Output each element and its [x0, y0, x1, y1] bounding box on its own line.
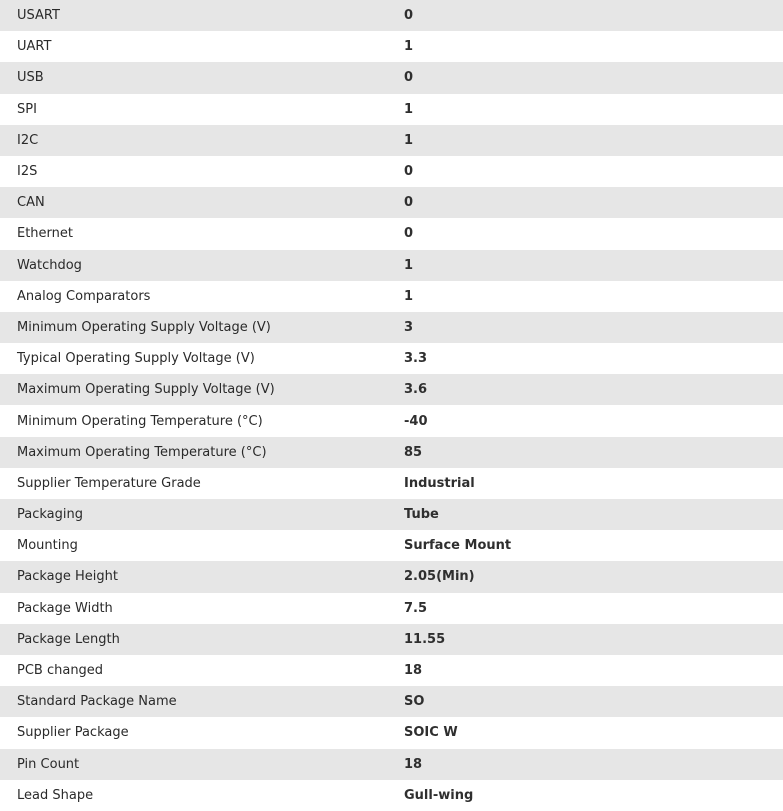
spec-value: 3.3 [404, 351, 428, 367]
spec-value: Surface Mount [404, 538, 512, 554]
spec-label: Minimum Operating Temperature (°C) [17, 413, 263, 429]
spec-value: 3.6 [404, 382, 428, 398]
table-row [0, 250, 783, 281]
table-row [0, 281, 783, 312]
spec-label: Supplier Temperature Grade [17, 475, 201, 491]
table-row [0, 499, 783, 530]
table-row [0, 780, 783, 811]
spec-value: 1 [404, 132, 414, 148]
spec-value: 18 [404, 663, 423, 679]
spec-value: 85 [404, 444, 423, 460]
spec-label: SPI [17, 101, 37, 117]
table-row [0, 593, 783, 624]
table-row [0, 0, 783, 31]
spec-label: I2S [17, 164, 38, 180]
spec-label: Minimum Operating Supply Voltage (V) [17, 319, 271, 335]
spec-label: USART [17, 8, 60, 24]
spec-label: Watchdog [17, 257, 82, 273]
spec-label: USB [17, 70, 44, 86]
table-row [0, 374, 783, 405]
table-row [0, 94, 783, 125]
table-row [0, 405, 783, 436]
spec-label: Analog Comparators [17, 288, 151, 304]
spec-label: Package Width [17, 600, 113, 616]
spec-value: Gull-wing [404, 787, 474, 803]
spec-label: CAN [17, 195, 45, 211]
table-row [0, 31, 783, 62]
spec-label: Mounting [17, 538, 78, 554]
spec-value: Industrial [404, 475, 475, 491]
table-row [0, 561, 783, 592]
table-row [0, 125, 783, 156]
spec-value: -40 [404, 413, 428, 429]
table-row [0, 624, 783, 655]
table-row [0, 62, 783, 93]
spec-value: 1 [404, 39, 414, 55]
spec-label: Packaging [17, 507, 83, 523]
spec-label: Package Height [17, 569, 118, 585]
spec-value: 0 [404, 164, 414, 180]
table-row [0, 530, 783, 561]
spec-label: Package Length [17, 631, 120, 647]
spec-value: 1 [404, 288, 414, 304]
spec-value: SOIC W [404, 725, 458, 741]
table-row [0, 437, 783, 468]
table-row [0, 343, 783, 374]
table-row [0, 749, 783, 780]
spec-label: PCB changed [17, 663, 104, 679]
spec-value: 18 [404, 756, 423, 772]
table-row [0, 156, 783, 187]
spec-label: Ethernet [17, 226, 73, 242]
spec-label: Standard Package Name [17, 694, 177, 710]
table-row [0, 312, 783, 343]
table-row [0, 717, 783, 748]
spec-value: 1 [404, 101, 414, 117]
spec-value: 0 [404, 8, 414, 24]
spec-value: 2.05(Min) [404, 569, 475, 585]
table-row [0, 655, 783, 686]
table-row [0, 468, 783, 499]
spec-value: 0 [404, 70, 414, 86]
spec-label: Pin Count [17, 756, 80, 772]
spec-label: UART [17, 39, 52, 55]
spec-value: 0 [404, 195, 414, 211]
spec-label: Typical Operating Supply Voltage (V) [17, 351, 255, 367]
spec-value: 7.5 [404, 600, 428, 616]
spec-value: SO [404, 694, 425, 710]
spec-value: 0 [404, 226, 414, 242]
spec-value: 11.55 [404, 631, 446, 647]
spec-value: 3 [404, 319, 414, 335]
spec-value: Tube [404, 507, 439, 523]
spec-label: Lead Shape [17, 787, 94, 803]
spec-label: Supplier Package [17, 725, 129, 741]
spec-label: I2C [17, 132, 39, 148]
spec-value: 1 [404, 257, 414, 273]
table-row [0, 686, 783, 717]
table-row [0, 187, 783, 218]
table-row [0, 218, 783, 249]
spec-label: Maximum Operating Temperature (°C) [17, 444, 267, 460]
spec-label: Maximum Operating Supply Voltage (V) [17, 382, 275, 398]
